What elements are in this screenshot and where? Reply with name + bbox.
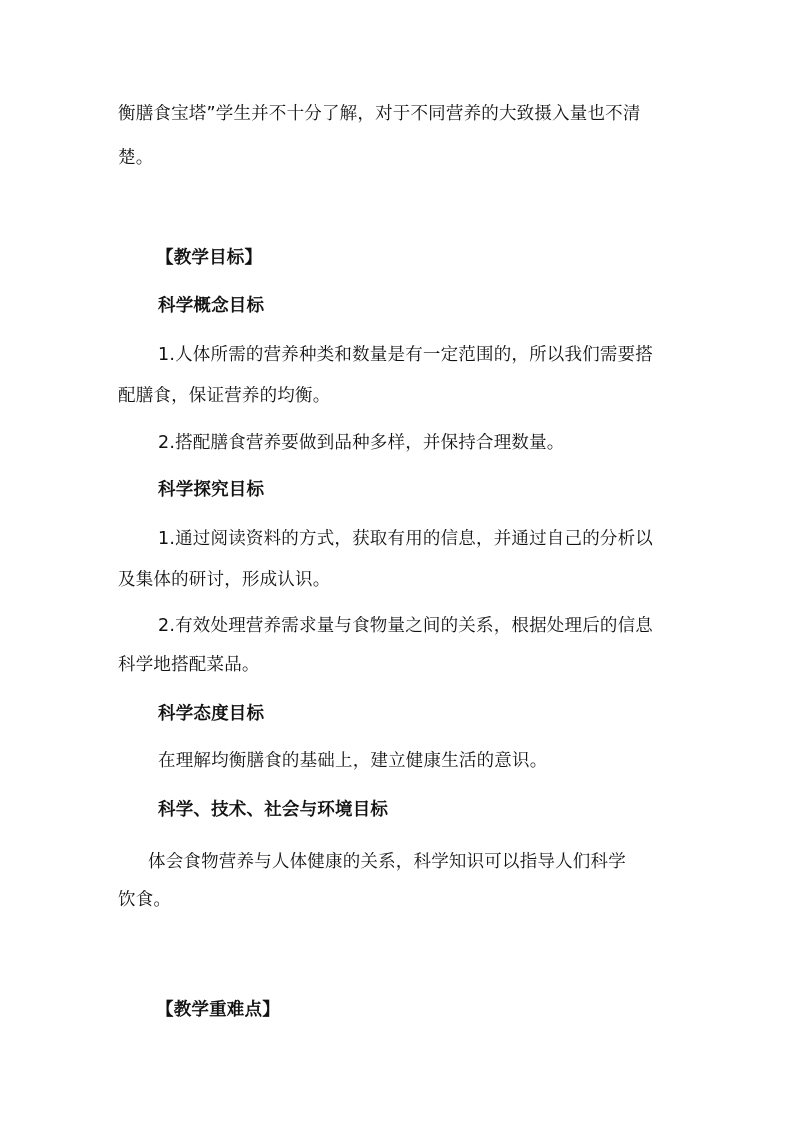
intro-line-1: 衡膳食宝塔”学生并不十分了解，对于不同营养的大致摄入量也不清 xyxy=(118,104,641,124)
inquiry-item-1-line-2: 及集体的研讨，形成认识。 xyxy=(118,570,331,590)
inquiry-item-1-line-1: 1.通过阅读资料的方式，获取有用的信息，并通过自己的分析以 xyxy=(158,529,653,549)
concept-item-2: 2.搭配膳食营养要做到品种多样，并保持合理数量。 xyxy=(158,433,565,453)
concept-goal-title: 科学概念目标 xyxy=(158,296,265,316)
attitude-goal-text: 在理解均衡膳食的基础上，建立健康生活的意识。 xyxy=(158,751,548,771)
stse-line-2: 饮食。 xyxy=(118,890,172,910)
key-points-heading: 【教学重难点】 xyxy=(156,1000,280,1020)
attitude-goal-title: 科学态度目标 xyxy=(158,704,265,724)
concept-item-1-line-2: 配膳食，保证营养的均衡。 xyxy=(118,386,331,406)
intro-line-2: 楚。 xyxy=(118,148,154,168)
inquiry-item-2-line-2: 科学地搭配菜品。 xyxy=(118,655,260,675)
inquiry-item-2-line-1: 2.有效处理营养需求量与食物量之间的关系，根据处理后的信息 xyxy=(158,616,653,636)
stse-line-1: 体会食物营养与人体健康的关系，科学知识可以指导人们科学 xyxy=(148,852,626,872)
stse-goal-title: 科学、技术、社会与环境目标 xyxy=(158,800,389,820)
concept-item-1-line-1: 1.人体所需的营养种类和数量是有一定范围的，所以我们需要搭 xyxy=(158,345,653,365)
objectives-heading: 【教学目标】 xyxy=(156,248,263,268)
inquiry-goal-title: 科学探究目标 xyxy=(158,480,265,500)
